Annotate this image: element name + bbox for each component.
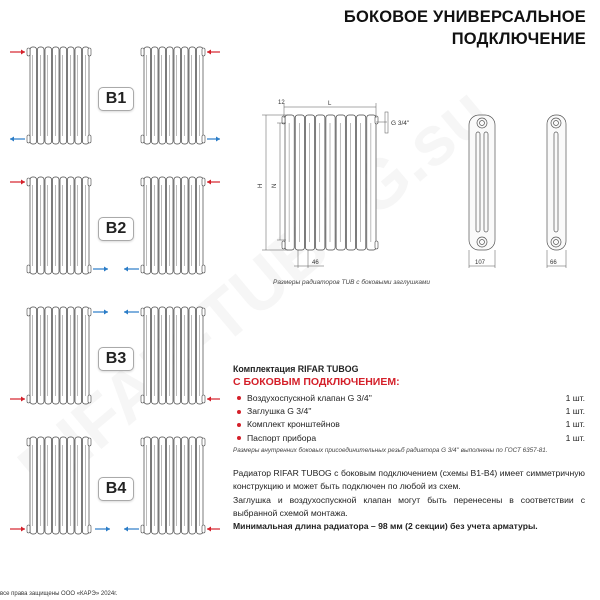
kit-item-name: Воздухоспускной клапан G 3/4'' [247,392,372,403]
kit-heading: Комплектация RIFAR TUBOG [233,364,359,374]
kit-item-name: Заглушка G 3/4'' [247,405,312,416]
copyright-footer: все права защищены ООО «КАРЭ» 2024г. [0,591,118,597]
radiator-icon [141,177,205,274]
description-p2: Заглушка и воздухоспускной клапан могут быть перенесены в соответствии с выбранной схемой монтажа. [233,494,585,518]
supply-arrow-icon [207,50,220,55]
supply-arrow-icon [207,397,220,402]
supply-arrow-icon [10,527,25,532]
kit-note: Размеры внутренних боковых присоединительных резьб радиатора G 3/4'' выполнены по ГОСТ 6357-81. [233,447,548,455]
title-line-1: БОКОВОЕ УНИВЕРСАЛЬНОЕ [343,8,586,26]
bullet-icon [237,436,241,440]
dim-66: 66 [550,260,557,266]
kit-item-qty: 1 шт. [565,419,585,430]
kit-item-name: Комплект кронштейнов [247,419,340,430]
dim-46: 46 [312,260,319,266]
radiator-icon [141,437,205,534]
supply-arrow-icon [10,50,25,55]
return-arrow-icon [124,310,139,315]
radiator-icon [141,307,205,404]
kit-item [233,418,585,431]
return-arrow-icon [124,267,139,272]
scheme-label-b3: B3 [98,347,134,371]
kit-item-name: Паспорт прибора [247,432,317,443]
kit-item [233,431,585,444]
kit-item-qty: 1 шт. [565,405,585,416]
kit-item [233,391,585,404]
return-arrow-icon [93,267,108,272]
dim-12: 12 [278,100,285,106]
return-arrow-icon [95,527,110,532]
return-arrow-icon [10,137,25,142]
kit-item-qty: 1 шт. [565,432,585,443]
radiator-icon [27,437,91,534]
description-p3: Минимальная длина радиатора – 98 мм (2 секции) без учета арматуры. [233,521,538,532]
drawing-caption: Размеры радиаторов TUB с боковыми заглушками [273,279,431,286]
kit-item [233,404,585,417]
dim-n: N [272,183,278,188]
bullet-icon [237,396,241,400]
page-title [344,6,586,50]
bullet-icon [237,410,241,414]
supply-arrow-icon [10,397,25,402]
kit-section [233,364,585,454]
bullet-icon [237,423,241,427]
dim-h: H [258,183,264,188]
scheme-label-b2: B2 [98,217,134,241]
return-arrow-icon [124,527,139,532]
scheme-label-b1: B1 [98,87,134,111]
supply-arrow-icon [10,180,25,185]
radiator-icon [27,307,91,404]
title-line-2: ПОДКЛЮЧЕНИЕ [451,30,586,48]
description [233,467,585,533]
radiator-icon [27,47,91,144]
dim-thread: G 3/4'' [391,120,410,127]
kit-subheading: С БОКОВЫМ ПОДКЛЮЧЕНИЕМ: [233,376,400,388]
radiator-icon [27,177,91,274]
dim-l: L [328,101,332,107]
return-arrow-icon [93,310,108,315]
dim-107: 107 [475,260,486,266]
description-p1: Радиатор RIFAR TUBOG с боковым подключением (схемы B1-B4) имеет симметричную конструкцию и может быть подключен по любой из схем. [233,468,585,492]
supply-arrow-icon [207,180,220,185]
dimension-drawing [250,90,600,290]
radiator-icon [282,115,378,250]
scheme-label-b4: B4 [98,477,134,501]
radiator-icon [141,47,205,144]
supply-arrow-icon [207,527,220,532]
kit-item-qty: 1 шт. [565,392,585,403]
return-arrow-icon [207,137,220,142]
